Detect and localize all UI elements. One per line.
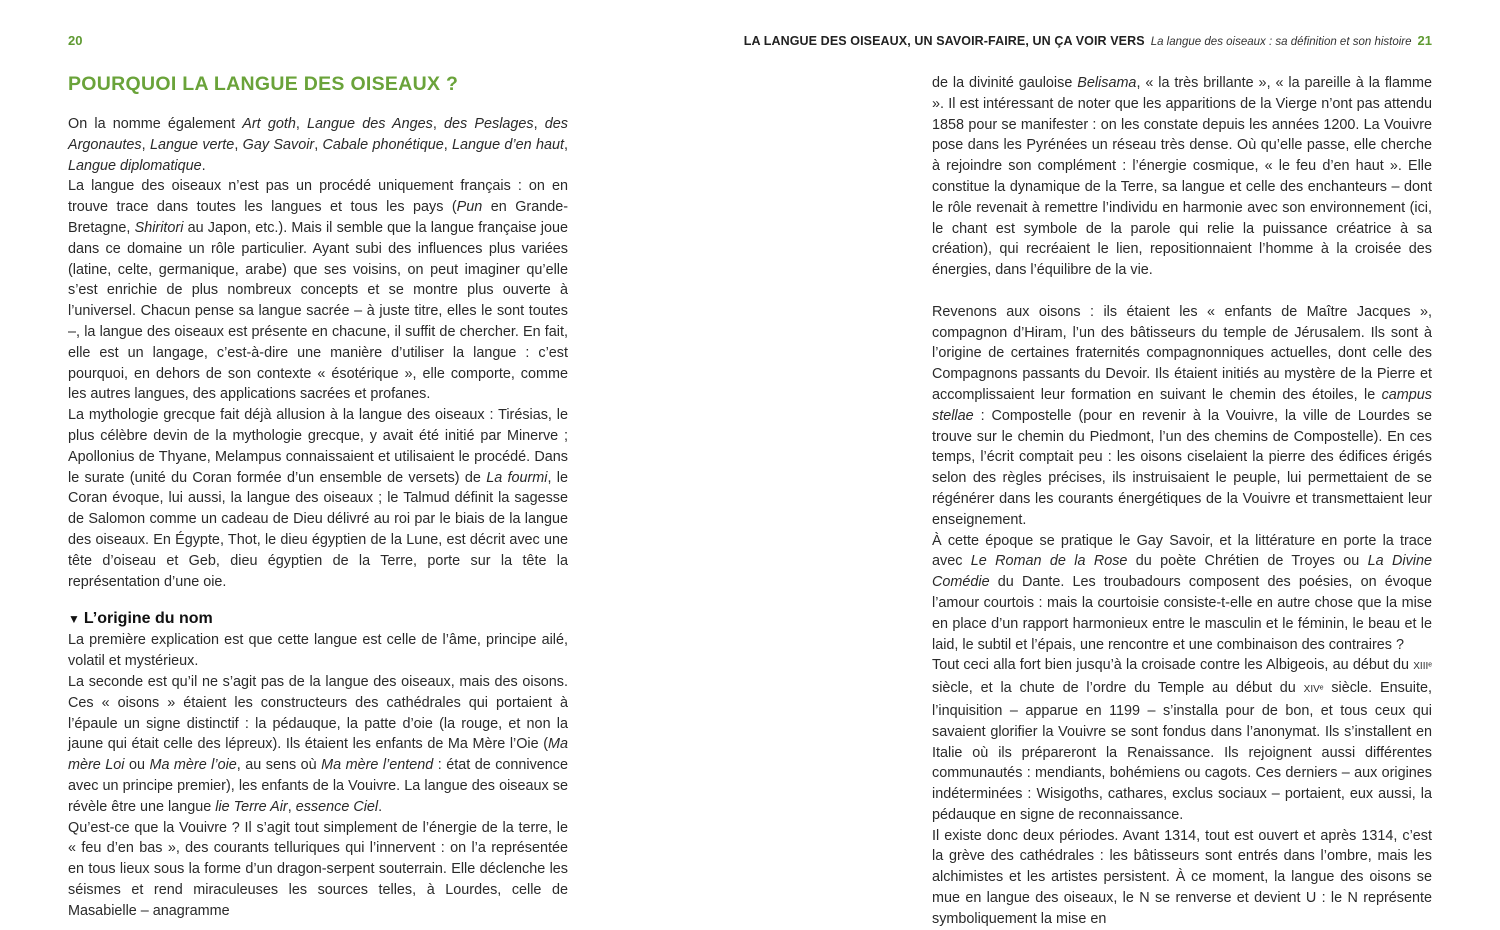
italic-text: Le Roman de la Rose	[970, 553, 1128, 570]
text-run: ,	[314, 136, 323, 153]
left-column	[68, 114, 568, 921]
paragraph	[932, 655, 1432, 825]
century-numeral: XIIIᵉ	[1413, 661, 1432, 673]
text-run: .	[201, 157, 206, 174]
italic-text: Pun	[456, 199, 483, 216]
book-title: LA LANGUE DES OISEAUX, UN SAVOIR-FAIRE, UN ÇA VOIR VERS	[743, 34, 1145, 48]
italic-text: Gay Savoir	[242, 136, 315, 153]
text-run: ,	[234, 136, 243, 153]
subheading-label: L’origine du nom	[83, 610, 213, 628]
paragraph	[68, 818, 568, 922]
paragraph	[68, 405, 568, 592]
italic-text: Langue des Anges	[307, 116, 433, 132]
text-run: Qu’est-ce que la Vouivre ? Il s’agit tout simplement de l’énergie de la terre, le « feu d’en bas », des courants telluriques qui l’innervent : on l’a représentée en tous lieux sous la forme d’un dragon-serpent souterrain. Elle déclenche les séismes et rend miraculeuses les sources telles, à Lourdes, celle de Masabielle – anagramme	[68, 819, 568, 919]
left-page	[0, 0, 750, 919]
text-run: , « la très brillante », « la pareille à la flamme ». Il est intéressant de noter que les apparitions de la Vierge n’ont pas attendu 1858 pour se manifester : on les constate depuis les années 1200. La Vouivre pose dans les Pyrénées un réseau très dense. Où qu’elle passe, elle cherche à rejoindre son complément : l’énergie cosmique, « le feu d’en haut ». Elle constitue la dynamique de la Terre, sa langue et celle des enchanteurs – dont le rôle revenait à remettre l’individu en harmonie avec son environnement (ici, le chant est symbole de la parole qui relie la puissance créatrice à sa création), qui recréaient le lien, repositionnaient l’homme à la croisée des énergies, dans l’équilibre de la vie.	[932, 75, 1432, 279]
century-numeral: XIVᵉ	[1303, 684, 1324, 696]
text-run: La seconde est qu’il ne s’agit pas de la langue des oiseaux, mais des oisons. Ces « oisons » étaient les constructeurs des cathédrales qui portaient à l’épaule un signe distinctif : la pédauque, la patte d’oie (la rouge, et non la jaune qui était celle des lépreux). Ils étaient les enfants de Ma Mère l’Oie (	[68, 673, 568, 753]
text-run: , le Coran évoque, lui aussi, la langue des oiseaux ; le Talmud définit la sagesse de Salomon comme un cadeau de Dieu délivré au roi par le biais de la langue des oiseaux. En Égypte, Thot, le dieu égyptien de la Lune, est décrit avec une tête d’oiseau et Geb, dieu égyptien de la Terre, porte sur la tête la représentation d’une oie.	[68, 469, 568, 590]
text-run: La mythologie grecque fait déjà allusion à la langue des oiseaux : Tirésias, le plus célèbre devin de la mythologie grecque, y avait été initié par Minerve ; Apollonius de Thyane, Melampus connaissaient et utilisaient le procédé. Dans le surate (unité du Coran formée d’un ensemble de versets) de	[68, 407, 568, 486]
italic-text: des Argonautes	[68, 116, 568, 153]
paragraph	[932, 826, 1432, 930]
paragraph	[68, 176, 568, 405]
text-run: .	[378, 798, 383, 815]
text-run: À cette époque se pratique le Gay Savoir, et la littérature en porte la trace avec	[932, 532, 1432, 570]
text-run: La langue des oiseaux n’est pas un procédé uniquement français : on en trouve trace dans toutes les langues et tous les pays (	[68, 178, 568, 216]
text-run: du poète Chrétien de Troyes ou	[1127, 553, 1368, 570]
text-run: ,	[432, 116, 445, 132]
italic-text: Cabale phonétique	[322, 136, 444, 153]
paragraph	[932, 73, 1432, 281]
text-run: siècle. Ensuite, l’inquisition – apparue en 1199 – s’installa pour de bon, et tous ceux qui savaient glorifier la Vouivre se sont fondus dans l’anonymat. Ils s’installent en Italie où ils prépareront la Renaissance. Ils rejoignent aussi différentes communautés : mendiants, bohémiens ou cagots. Ces derniers – aux origines indéterminées : Wisigoths, cathares, exclus sociaux – portaient, eux aussi, la pédauque en signe de reconnaissance.	[932, 680, 1432, 823]
text-run: : Compostelle (pour en revenir à la Vouivre, la ville de Lourdes se trouve sur le chemin du Piedmont, l’un des chemins de Compostelle). En ces temps, l’écrit comptait peu : les oisons ciselaient la pierre des édifices érigés selon des règles précises, ils instruisaient le peuple, lui permettaient de se régénérer dans les courants énergétiques de la Vouivre et transmettaient leur enseignement.	[932, 407, 1432, 528]
paragraph	[68, 630, 568, 672]
paragraph	[68, 114, 568, 176]
text-run: , au sens où	[236, 757, 322, 774]
page-number-left: 20	[68, 33, 83, 48]
italic-text: Langue diplomatique	[68, 157, 202, 174]
text-run: La première explication est que cette langue est celle de l’âme, principe ailé, volatil et mystérieux.	[68, 632, 568, 670]
paragraph	[932, 302, 1432, 531]
italic-text: La fourmi	[486, 469, 548, 486]
page-number-right: 21	[1417, 33, 1432, 48]
italic-text: La Divine Comédie	[932, 553, 1432, 591]
italic-text: Belisama	[1077, 75, 1137, 91]
text-run: ,	[141, 136, 150, 153]
text-run: de la divinité gauloise	[932, 75, 1078, 91]
chapter-title: POURQUOI LA LANGUE DES OISEAUX ?	[68, 73, 459, 95]
italic-text: Langue d’en haut	[452, 136, 564, 153]
text-run: ,	[563, 136, 568, 153]
text-run: Tout ceci alla fort bien jusqu’à la croisade contre les Albigeois, au début du	[932, 657, 1414, 674]
triangle-down-icon: ▼	[68, 612, 80, 627]
running-header	[744, 33, 1432, 48]
text-run: ,	[287, 798, 296, 815]
right-page	[743, 0, 1500, 927]
text-run: ou	[124, 757, 150, 774]
paragraph	[932, 531, 1432, 656]
italic-text: Art goth	[242, 116, 296, 132]
text-run: Il existe donc deux périodes. Avant 1314, tout est ouvert et après 1314, c’est la grève des cathédrales : les bâtisseurs sont entrés dans l’ombre, mais les alchimistes et les artistes persistent. À ce moment, la langue des oisons se mue en langue des oiseaux, le N se renverse et devient U : le N représente symboliquement la mise en	[932, 827, 1432, 927]
text-run: au Japon, etc.). Mais il semble que la langue française joue dans ce domaine un rôle particulier. Ayant subi des influences plus variées (latine, celte, germanique, arabe) que ses voisins, on peut imaginer qu’elle s’est enrichie de plus nombreux concepts et se montre plus ouverte à l’universel. Chacun pense sa langue sacrée – à juste titre, elles le sont toutes –, la langue des oiseaux est présente en chacune, il suffit de chercher. En fait, elle est un langage, c’est-à-dire une manière d’utiliser la langue : c’est pourquoi, en dehors de son contexte « ésotérique », elle comporte, comme les autres langues, des applications sacrées et profanes.	[68, 219, 568, 403]
text-run: ,	[295, 116, 308, 132]
text-run: ,	[533, 116, 545, 132]
italic-text: Langue verte	[149, 136, 235, 153]
italic-text: des Peslages	[444, 116, 534, 132]
paragraph	[68, 672, 568, 818]
italic-text: Ma mère Loi	[68, 736, 568, 774]
italic-text: lie Terre Air	[215, 798, 288, 815]
right-column	[932, 73, 1432, 930]
text-run: On la nomme également	[68, 116, 243, 132]
italic-text: Ma mère l’entend	[321, 757, 434, 774]
text-run: Revenons aux oisons : ils étaient les « enfants de Maître Jacques », compagnon d’Hiram, l’un des bâtisseurs du temple de Jérusalem. Ils sont à l’origine de certaines fraternités compagnonniques actuelles, dont celle des Compagnons passants du Devoir. Ils étaient initiés au mystère de la Pierre et accomplissaient leur formation en suivant le chemin des étoiles, le	[932, 303, 1432, 403]
text-run: en Grande-Bretagne,	[68, 199, 568, 236]
italic-text: essence Ciel	[295, 798, 379, 815]
italic-text: Shiritori	[134, 219, 184, 236]
text-run: : état de connivence avec un principe premier), les enfants de la Vouivre. La langue des oiseaux se révèle être une langue	[68, 757, 569, 815]
italic-text: campus stellae	[932, 386, 1432, 424]
chapter-subtitle: La langue des oiseaux : sa définition et son histoire	[1150, 36, 1412, 48]
text-run: siècle, et la chute de l’ordre du Temple au début du	[932, 680, 1304, 697]
section-subheading	[68, 608, 568, 630]
text-run: ,	[443, 136, 453, 153]
text-run: du Dante. Les troubadours composent des poésies, on évoque l’amour courtois : mais la courtoisie consiste-t-elle en autre chose que la mise en place d’un rapport harmonieux entre le masculin et le féminin, le beau et le laid, le subtil et l’épais, une rencontre et une combinaison des contraires ?	[932, 574, 1432, 653]
italic-text: Ma mère l’oie	[149, 757, 237, 774]
